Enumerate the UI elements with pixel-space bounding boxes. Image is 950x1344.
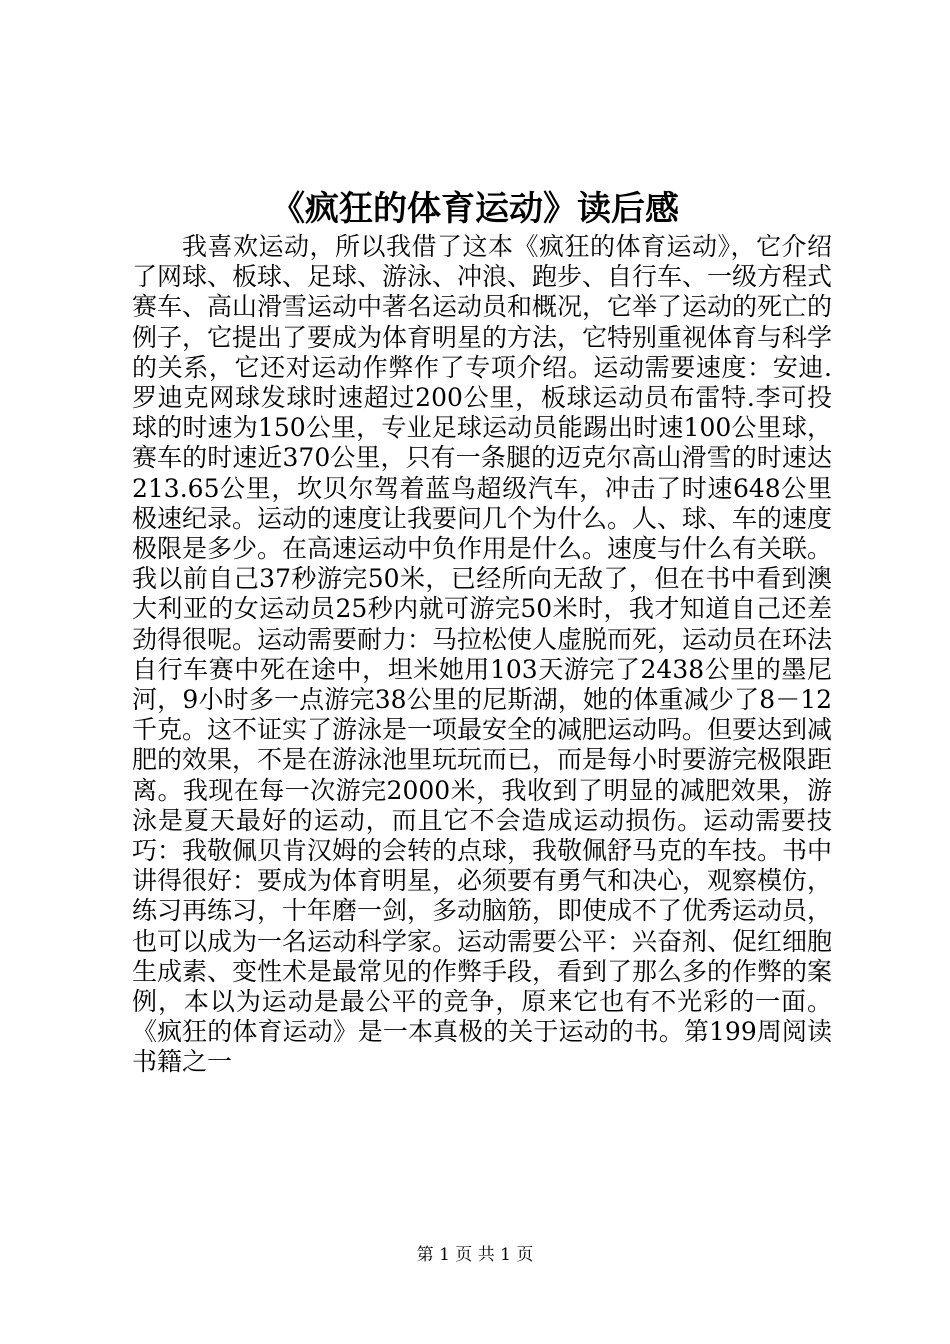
page-footer: 第 1 页 共 1 页 [416,1245,534,1265]
document-title: 《疯狂的体育运动》读后感 [271,189,679,229]
document-body-paragraph: 我喜欢运动，所以我借了这本《疯狂的体育运动》，它介绍了网球、板球、足球、游泳、冲浪、跑步、自行车、一级方程式赛车、高山滑雪运动中著名运动员和概况，它举了运动的死亡的例子，它提出了要成为体育明星的方法，它特别重视体育与科学的关系，它还对运动作弊作了专项介绍。运动需要速度：安迪.罗迪克网球发球时速超过200公里，板球运动员布雷特.李可投球的时速为150公里，专业足球运动员能踢出时速100公里球，赛车的时速近370公里，只有一条腿的迈克尔高山滑雪的时速达213.65公里，坎贝尔驾着蓝鸟超级汽车，冲击了时速648公里极速纪录。运动的速度让我要问几个为什么。人、球、车的速度极限是多少。在高速运动中负作用是什么。速度与什么有关联。我以前自己37秒游完50米，已经所向无敌了，但在书中看到澳大利亚的女运动员25秒内就可游完50米时，我才知道自己还差劲得很呢。运动需要耐力：马拉松使人虚脱而死，运动员在环法自行车赛中死在途中，坦米她用103天游完了2438公里的墨尼河，9小时多一点游完38公里的尼斯湖，她的体重减少了8－12千克。这不证实了游泳是一项最安全的减肥运动吗。但要达到减肥的效果，不是在游泳池里玩玩而已，而是每小时要游完极限距离。我现在每一次游完2000米，我收到了明显的减肥效果，游泳是夏天最好的运动，而且它不会造成运动损伤。运动需要技巧：我敬佩贝肯汉姆的会转的点球，我敬佩舒马克的车技。书中讲得很好：要成为体育明星，必须要有勇气和决心，观察模仿，练习再练习，十年磨一剑，多动脑筋，即使成不了优秀运动员，也可以成为一名运动科学家。运动需要公平：兴奋剂、促红细胞生成素、变性术是最常见的作弊手段，看到了那么多的作弊的案例，本以为运动是最公平的竞争，原来它也有不光彩的一面。《疯狂的体育运动》是一本真极的关于运动的书。第199周阅读书籍之一 [132,232,833,1077]
